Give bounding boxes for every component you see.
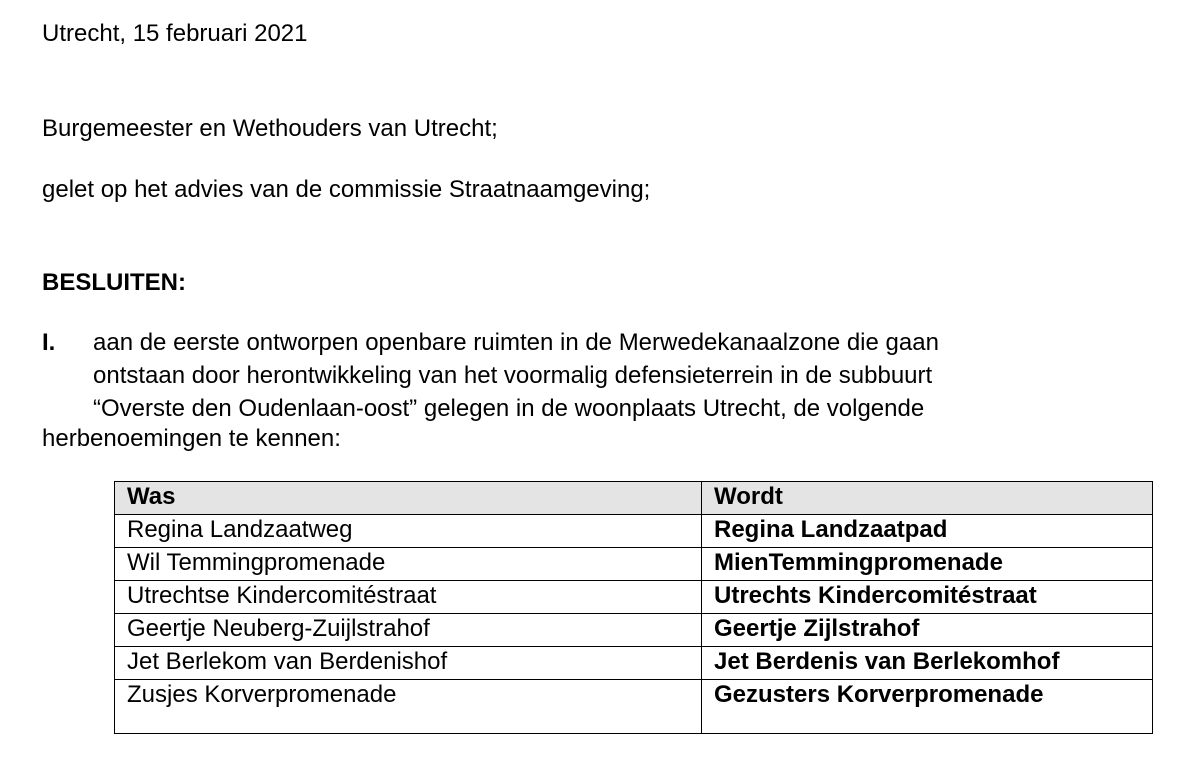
advice-line: gelet op het advies van de commissie Straatnaamgeving; — [42, 176, 651, 203]
table-row — [115, 548, 1153, 581]
table-row — [115, 680, 1153, 734]
article-marker: I. — [42, 329, 56, 356]
new-street-name: Jet Berdenis van Berlekomhof — [702, 647, 1153, 680]
old-street-name: Utrechtse Kindercomitéstraat — [115, 581, 702, 614]
article-text-line: herbenoemingen te kennen: — [42, 425, 341, 452]
old-street-name: Geertje Neuberg-Zuijlstrahof — [115, 614, 702, 647]
addressee-line: Burgemeester en Wethouders van Utrecht; — [42, 115, 498, 142]
old-street-name: Wil Temmingpromenade — [115, 548, 702, 581]
resolve-heading: BESLUITEN: — [42, 269, 186, 296]
table-header-row — [115, 482, 1153, 515]
table-row — [115, 581, 1153, 614]
street-rename-table — [114, 481, 1153, 734]
column-header-wordt: Wordt — [702, 482, 1153, 515]
new-street-name: Regina Landzaatpad — [702, 515, 1153, 548]
article-text-line: “Overste den Oudenlaan-oost” gelegen in de woonplaats Utrecht, de volgende — [93, 395, 925, 422]
new-street-name: Utrechts Kindercomitéstraat — [702, 581, 1153, 614]
column-header-was: Was — [115, 482, 702, 515]
date-line: Utrecht, 15 februari 2021 — [42, 20, 308, 47]
new-street-name: MienTemmingpromenade — [702, 548, 1153, 581]
new-street-name: Geertje Zijlstrahof — [702, 614, 1153, 647]
article-text-line: ontstaan door herontwikkeling van het voormalig defensieterrein in de subbuurt — [93, 362, 933, 389]
old-street-name: Regina Landzaatweg — [115, 515, 702, 548]
table-row — [115, 515, 1153, 548]
old-street-name: Zusjes Korverpromenade — [115, 680, 702, 734]
table-row — [115, 647, 1153, 680]
article-text-line: aan de eerste ontworpen openbare ruimten in de Merwedekanaalzone die gaan — [93, 329, 939, 356]
new-street-name: Gezusters Korverpromenade — [702, 680, 1153, 734]
old-street-name: Jet Berlekom van Berdenishof — [115, 647, 702, 680]
table-row — [115, 614, 1153, 647]
